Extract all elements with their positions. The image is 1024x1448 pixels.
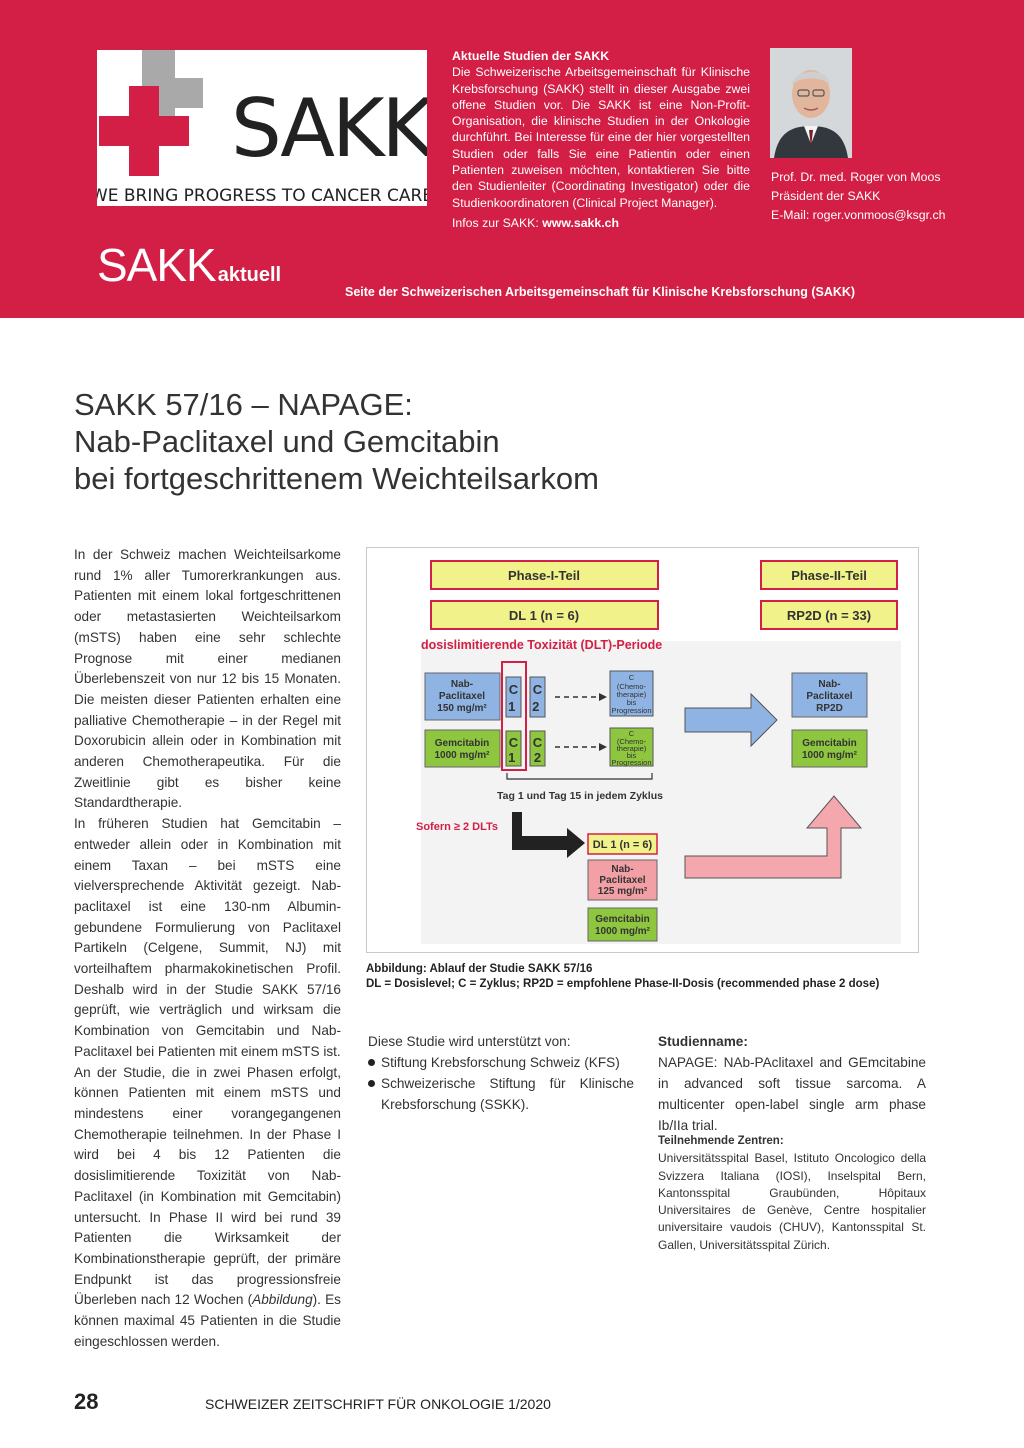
- support-item: Stiftung Krebsforschung Schweiz (KFS): [368, 1052, 634, 1073]
- intro-text: Die Schweizerische Arbeitsgemeinschaft für Klinische Krebsforschung (SAKK) stellt in dieser Ausgabe zwei offene Studien vor. Die SAKK ist eine Non-Profit-Organisation, die klinische Studien in der Onkologie durchführt. Bei Interesse für eine der hier vorgestellten Studien oder falls Sie eine Patientin oder einen Patienten zuweisen möchten, kontaktieren Sie bitte den Studienleiter (Coordinating Investigator) oder die Studienkoordinatoren (Clinical Project Manager).: [452, 65, 750, 210]
- cycle-labels: C 1 C 2 C 1 C 2: [508, 682, 543, 765]
- article-body: [74, 545, 341, 1352]
- dl-reduced-label: DL 1 (n = 6): [592, 839, 653, 851]
- intro-info: [452, 215, 750, 231]
- study-flow-figure: [366, 547, 919, 953]
- body-paragraph-3: An der Studie, die in zwei Phasen erfolgt, können Patienten mit einem mSTS und mindestens einer vorangegangenen Chemotherapie teilnehmen. In der Phase I wird bei 4 bis 12 Patienten die dosislimitierende Toxizität von Nab-Paclitaxel (in Kombination mit Gemcitabin) untersucht. In Phase II wird bei rund 39 Patienten die Wirksamkeit der Kombinationstherapie geprüft, der primäre Endpunkt ist das progressionsfreie Überleben nach 12 Wochen (Abbildung). Es können maximal 45 Patienten in die Studie eingeschlossen werden.: [74, 1064, 341, 1349]
- caption-title: Abbildung: Ablauf der Studie SAKK 57/16: [366, 963, 593, 975]
- gem-1000-reduced-label: Gemcitabin 1000 mg/m²: [594, 914, 651, 937]
- body-paragraph-1: In der Schweiz machen Weichteilsarkome rund 1% aller Tumorerkrankungen aus. Patienten mit einem lokal fortgeschrittenen oder metastasierten Weichteilsarkom (mSTS) haben eine sehr schlechte Prognose mit einer medianen Überlebenszeit von nur 12 bis 15 Monaten. Die meisten dieser Patienten erhalten eine palliative Chemotherapie – in der Regel mit Doxorubicin allein oder in Kombination mit anderen Chemotherapeutika. Für die Zweitlinie gibt es bisher keine Standardtherapie.: [74, 547, 341, 811]
- dl1-label: DL 1 (n = 6): [508, 608, 580, 623]
- support-item: Schweizerische Stiftung für Klinische Krebsforschung (SSKK).: [368, 1073, 634, 1115]
- intro-heading: Aktuelle Studien der SAKK: [452, 49, 610, 63]
- article-title: [74, 386, 774, 497]
- section-title: [97, 238, 281, 292]
- support-block: [368, 1031, 634, 1115]
- study-name-heading: Studienname:: [658, 1034, 748, 1049]
- info-label: Infos zur SAKK:: [452, 215, 543, 230]
- caption-text: DL = Dosislevel; C = Zyklus; RP2D = empfohlene Phase-II-Dosis (recommended phase 2 dose): [366, 978, 880, 990]
- intro-block: [452, 48, 750, 231]
- centers-text: Universitätsspital Basel, Istituto Oncologico della Svizzera Italiana (IOSI), Inselspital Bern, Kantonsspital Graubünden, Hôpitaux Universitaires de Genève, Centre hospitalier universitaire vaudois (CHUV), Kantonsspital St. Gallen, Universitätsspital Zürich.: [658, 1151, 926, 1252]
- chemo-note-2: C (Chemo-therapie) bis Progression: [611, 729, 652, 767]
- figure-caption: [366, 962, 936, 992]
- nab-125-label: Nab-Paclitaxel 125 mg/m²: [597, 864, 648, 897]
- section-subtitle: Seite der Schweizerischen Arbeitsgemeinschaft für Klinische Krebsforschung (SAKK): [345, 285, 856, 299]
- rp2d-nab-label: Nab-Paclitaxel RP2D: [806, 679, 853, 714]
- logo-tagline: WE BRING PROGRESS TO CANCER CARE: [97, 186, 427, 206]
- centers-block: [658, 1133, 926, 1254]
- dlt-period-label: dosislimitierende Toxizität (DLT)-Periode: [421, 638, 663, 652]
- logo-text: SAKK: [231, 82, 427, 175]
- study-name-block: [658, 1031, 926, 1136]
- sakk-logo: [97, 50, 427, 206]
- person-role: Präsident der SAKK: [771, 189, 881, 203]
- person-info: [771, 168, 945, 225]
- president-photo: [770, 48, 852, 158]
- study-name-text: NAPAGE: NAb-PAclitaxel and GEmcitabine in advanced soft tissue sarcoma. A multicenter open-label single arm phase Ib/IIa trial.: [658, 1055, 926, 1133]
- support-list: [368, 1052, 634, 1115]
- journal-title: SCHWEIZER ZEITSCHRIFT FÜR ONKOLOGIE 1/2020: [205, 1396, 551, 1412]
- phase1-label: Phase-I-Teil: [507, 568, 581, 583]
- page-number: 28: [74, 1389, 99, 1414]
- sakk-website-link[interactable]: www.sakk.ch: [542, 215, 619, 230]
- person-email[interactable]: E-Mail: roger.vonmoos@ksgr.ch: [771, 208, 946, 222]
- rp2d-gem-label: Gemcitabin 1000 mg/m²: [801, 738, 858, 761]
- chemo-note-1: C (Chemo-therapie) bis Progression: [611, 673, 652, 715]
- sofern-label: Sofern ≥ 2 DLTs: [416, 821, 499, 833]
- gem-1000-label: Gemcitabin 1000 mg/m²: [434, 738, 490, 761]
- support-intro: Diese Studie wird unterstützt von:: [368, 1034, 571, 1049]
- section-title-small: aktuell: [217, 264, 282, 286]
- title-line-2: Nab-Paclitaxel und Gemcitabin: [74, 424, 500, 459]
- title-line-3: bei fortgeschrittenem Weichteilsarkom: [74, 461, 599, 496]
- days-label: Tag 1 und Tag 15 in jedem Zyklus: [497, 790, 663, 802]
- centers-heading: Teilnehmende Zentren:: [658, 1135, 784, 1147]
- body-paragraph-2: In früheren Studien hat Gemcitabin – entweder allein oder in Kombination mit einem Taxan – bei mSTS eine vielversprechende Aktivität gezeigt. Nab-paclitaxel ist eine 130-nm Albumin-gebundene Formulierung von Paclitaxel Partikeln (Celgene, Summit, NJ) mit vorteilhaftem pharmakokinetischen Profil. Deshalb wird in der Studie SAKK 57/16 geprüft, wie verträglich und wirksam die Kombination von Gemcitabin und Nab-Paclitaxel bei Patienten mit einem mSTS ist.: [74, 816, 341, 1059]
- rp2d-label: RP2D (n = 33): [786, 608, 872, 623]
- title-line-1: SAKK 57/16 – NAPAGE:: [74, 387, 413, 422]
- section-title-big: SAKK: [97, 239, 216, 291]
- phase2-label: Phase-II-Teil: [791, 568, 867, 583]
- person-name: Prof. Dr. med. Roger von Moos: [771, 170, 941, 184]
- nab-150-label: Nab-Paclitaxel 150 mg/m²: [437, 679, 487, 714]
